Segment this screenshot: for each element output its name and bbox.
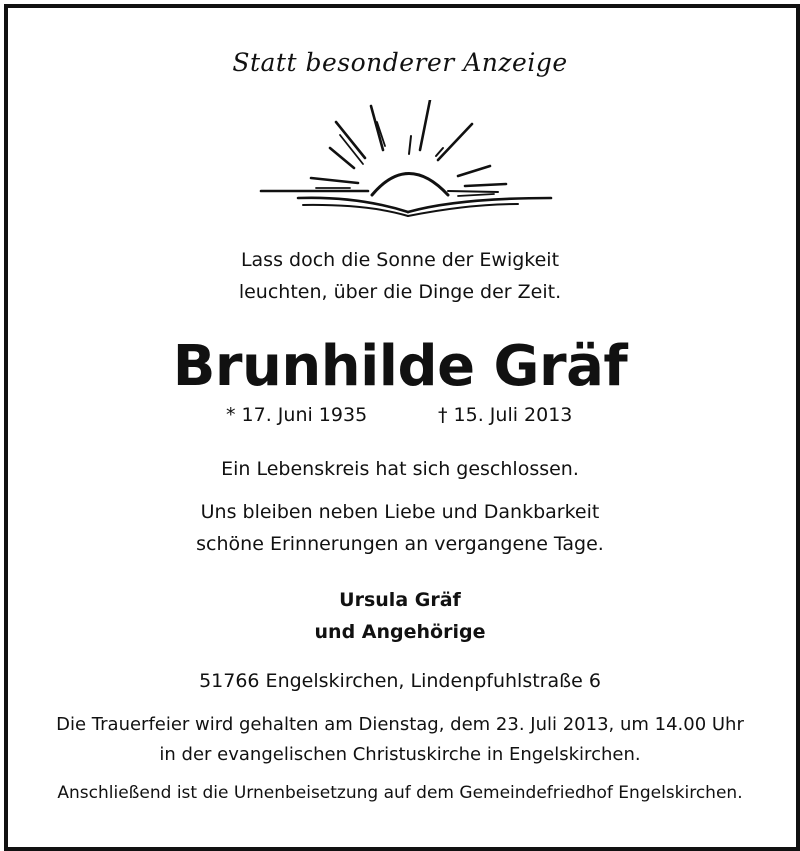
setting-sun-icon [258, 100, 553, 225]
deceased-name: Brunhilde Gräf [172, 334, 628, 399]
service-line-1: Die Trauerfeier wird gehalten am Dienstag, dem 23. Juli 2013, um 14.00 Uhr [56, 714, 744, 735]
signer-line-1: Ursula Gräf [339, 589, 461, 611]
service-line-2: in der evangelischen Christuskirche in Engelskirchen. [159, 744, 641, 765]
service-info [0, 710, 800, 770]
quote [0, 244, 800, 308]
memory-text [0, 496, 800, 560]
quote-line-2: leuchten, über die Dinge der Zeit. [238, 281, 562, 303]
header-text: Statt besonderer Anzeige [232, 48, 568, 77]
signer-line-2: und Angehörige [314, 621, 486, 643]
quote-line-1: Lass doch die Sonne der Ewigkeit [240, 249, 560, 271]
burial-info: Anschließend ist die Urnenbeisetzung auf dem Gemeindefriedhof Engelskirchen. [57, 783, 743, 803]
circle-text: Ein Lebenskreis hat sich geschlossen. [221, 458, 579, 480]
memory-line-2: schöne Erinnerungen an vergangene Tage. [196, 533, 604, 555]
address: 51766 Engelskirchen, Lindenpfuhlstraße 6 [199, 670, 601, 692]
birth-date: * 17. Juni 1935 [226, 404, 368, 426]
memory-line-1: Uns bleiben neben Liebe und Dankbarkeit [200, 501, 600, 523]
death-date: † 15. Juli 2013 [438, 404, 573, 426]
signers [0, 584, 800, 648]
